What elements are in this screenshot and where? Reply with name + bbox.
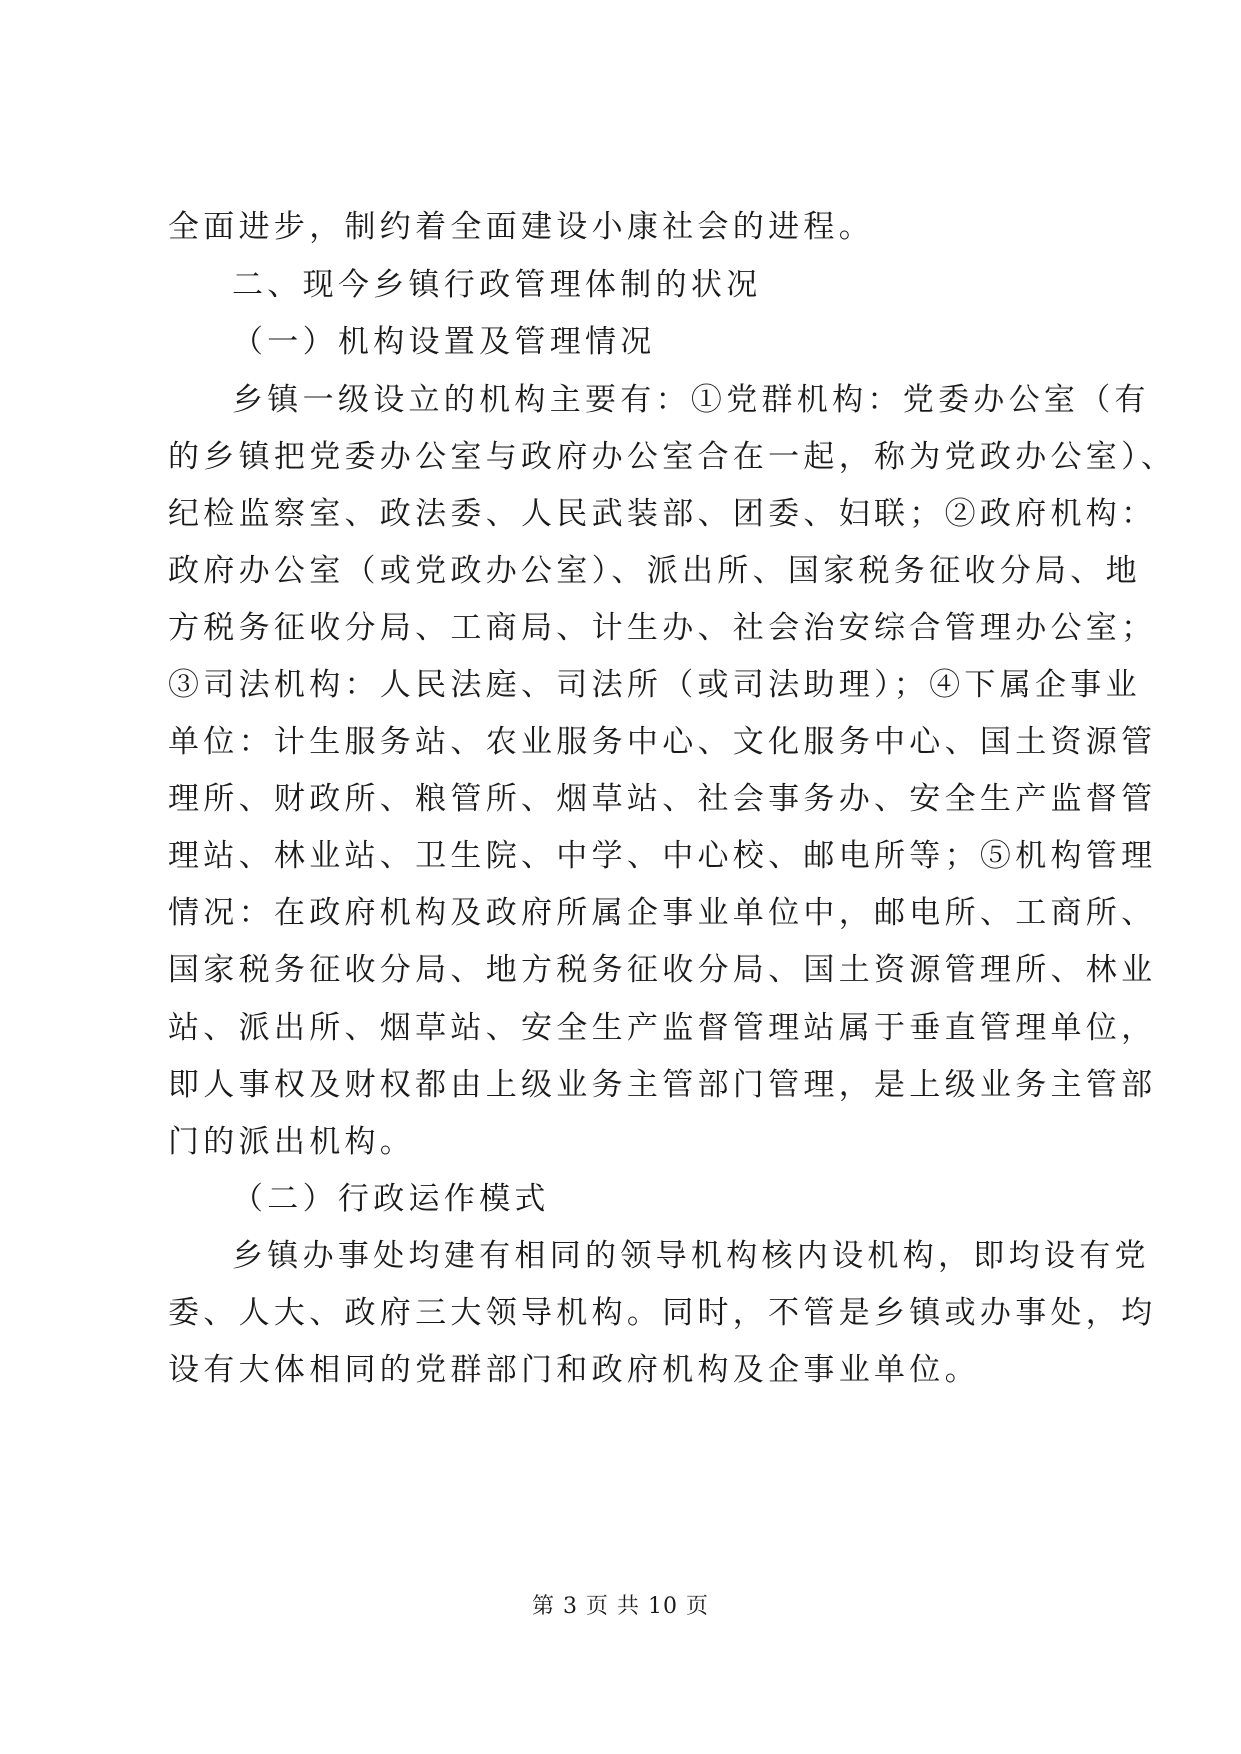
text-line-continuation: 全面进步，制约着全面建设小康社会的进程。 (168, 209, 874, 245)
paragraph-line: 方税务征收分局、工商局、计生办、社会治安综合管理办公室； (168, 610, 1157, 646)
paragraph-line: 的乡镇把党委办公室与政府办公室合在一起，称为党政办公室）、 (168, 439, 1177, 475)
paragraph-line: ③司法机构：人民法庭、司法所（或司法助理）；④下属企事业 (168, 667, 1141, 703)
section-heading-2: 二、现今乡镇行政管理体制的状况 (232, 267, 762, 303)
paragraph-line: 乡镇办事处均建有相同的领导机构核内设机构，即均设有党 (232, 1238, 1150, 1274)
paragraph-line: 乡镇一级设立的机构主要有：①党群机构：党委办公室（有 (232, 382, 1150, 418)
subsection-heading-1: （一）机构设置及管理情况 (232, 324, 656, 360)
paragraph-line: 国家税务征收分局、地方税务征收分局、国土资源管理所、林业 (168, 952, 1157, 988)
paragraph-line: 委、人大、政府三大领导机构。同时，不管是乡镇或办事处，均 (168, 1295, 1157, 1331)
paragraph-line: 单位：计生服务站、农业服务中心、文化服务中心、国土资源管 (168, 724, 1157, 760)
page-number-footer: 第 3 页 共 10 页 (532, 1594, 709, 1619)
paragraph-line: 门的派出机构。 (168, 1124, 416, 1160)
paragraph-line: 情况：在政府机构及政府所属企事业单位中，邮电所、工商所、 (168, 895, 1157, 931)
paragraph-line: 理所、财政所、粮管所、烟草站、社会事务办、安全生产监督管 (168, 781, 1157, 817)
paragraph-line: 理站、林业站、卫生院、中学、中心校、邮电所等；⑤机构管理 (168, 838, 1157, 874)
subsection-heading-2: （二）行政运作模式 (232, 1181, 550, 1217)
paragraph-line: 即人事权及财权都由上级业务主管部门管理，是上级业务主管部 (168, 1067, 1157, 1103)
paragraph-line: 设有大体相同的党群部门和政府机构及企事业单位。 (168, 1352, 980, 1388)
paragraph-line: 站、派出所、烟草站、安全生产监督管理站属于垂直管理单位， (168, 1010, 1157, 1046)
paragraph-line: 纪检监察室、政法委、人民武装部、团委、妇联；②政府机构： (168, 496, 1157, 532)
paragraph-line: 政府办公室（或党政办公室）、派出所、国家税务征收分局、地 (168, 553, 1141, 589)
